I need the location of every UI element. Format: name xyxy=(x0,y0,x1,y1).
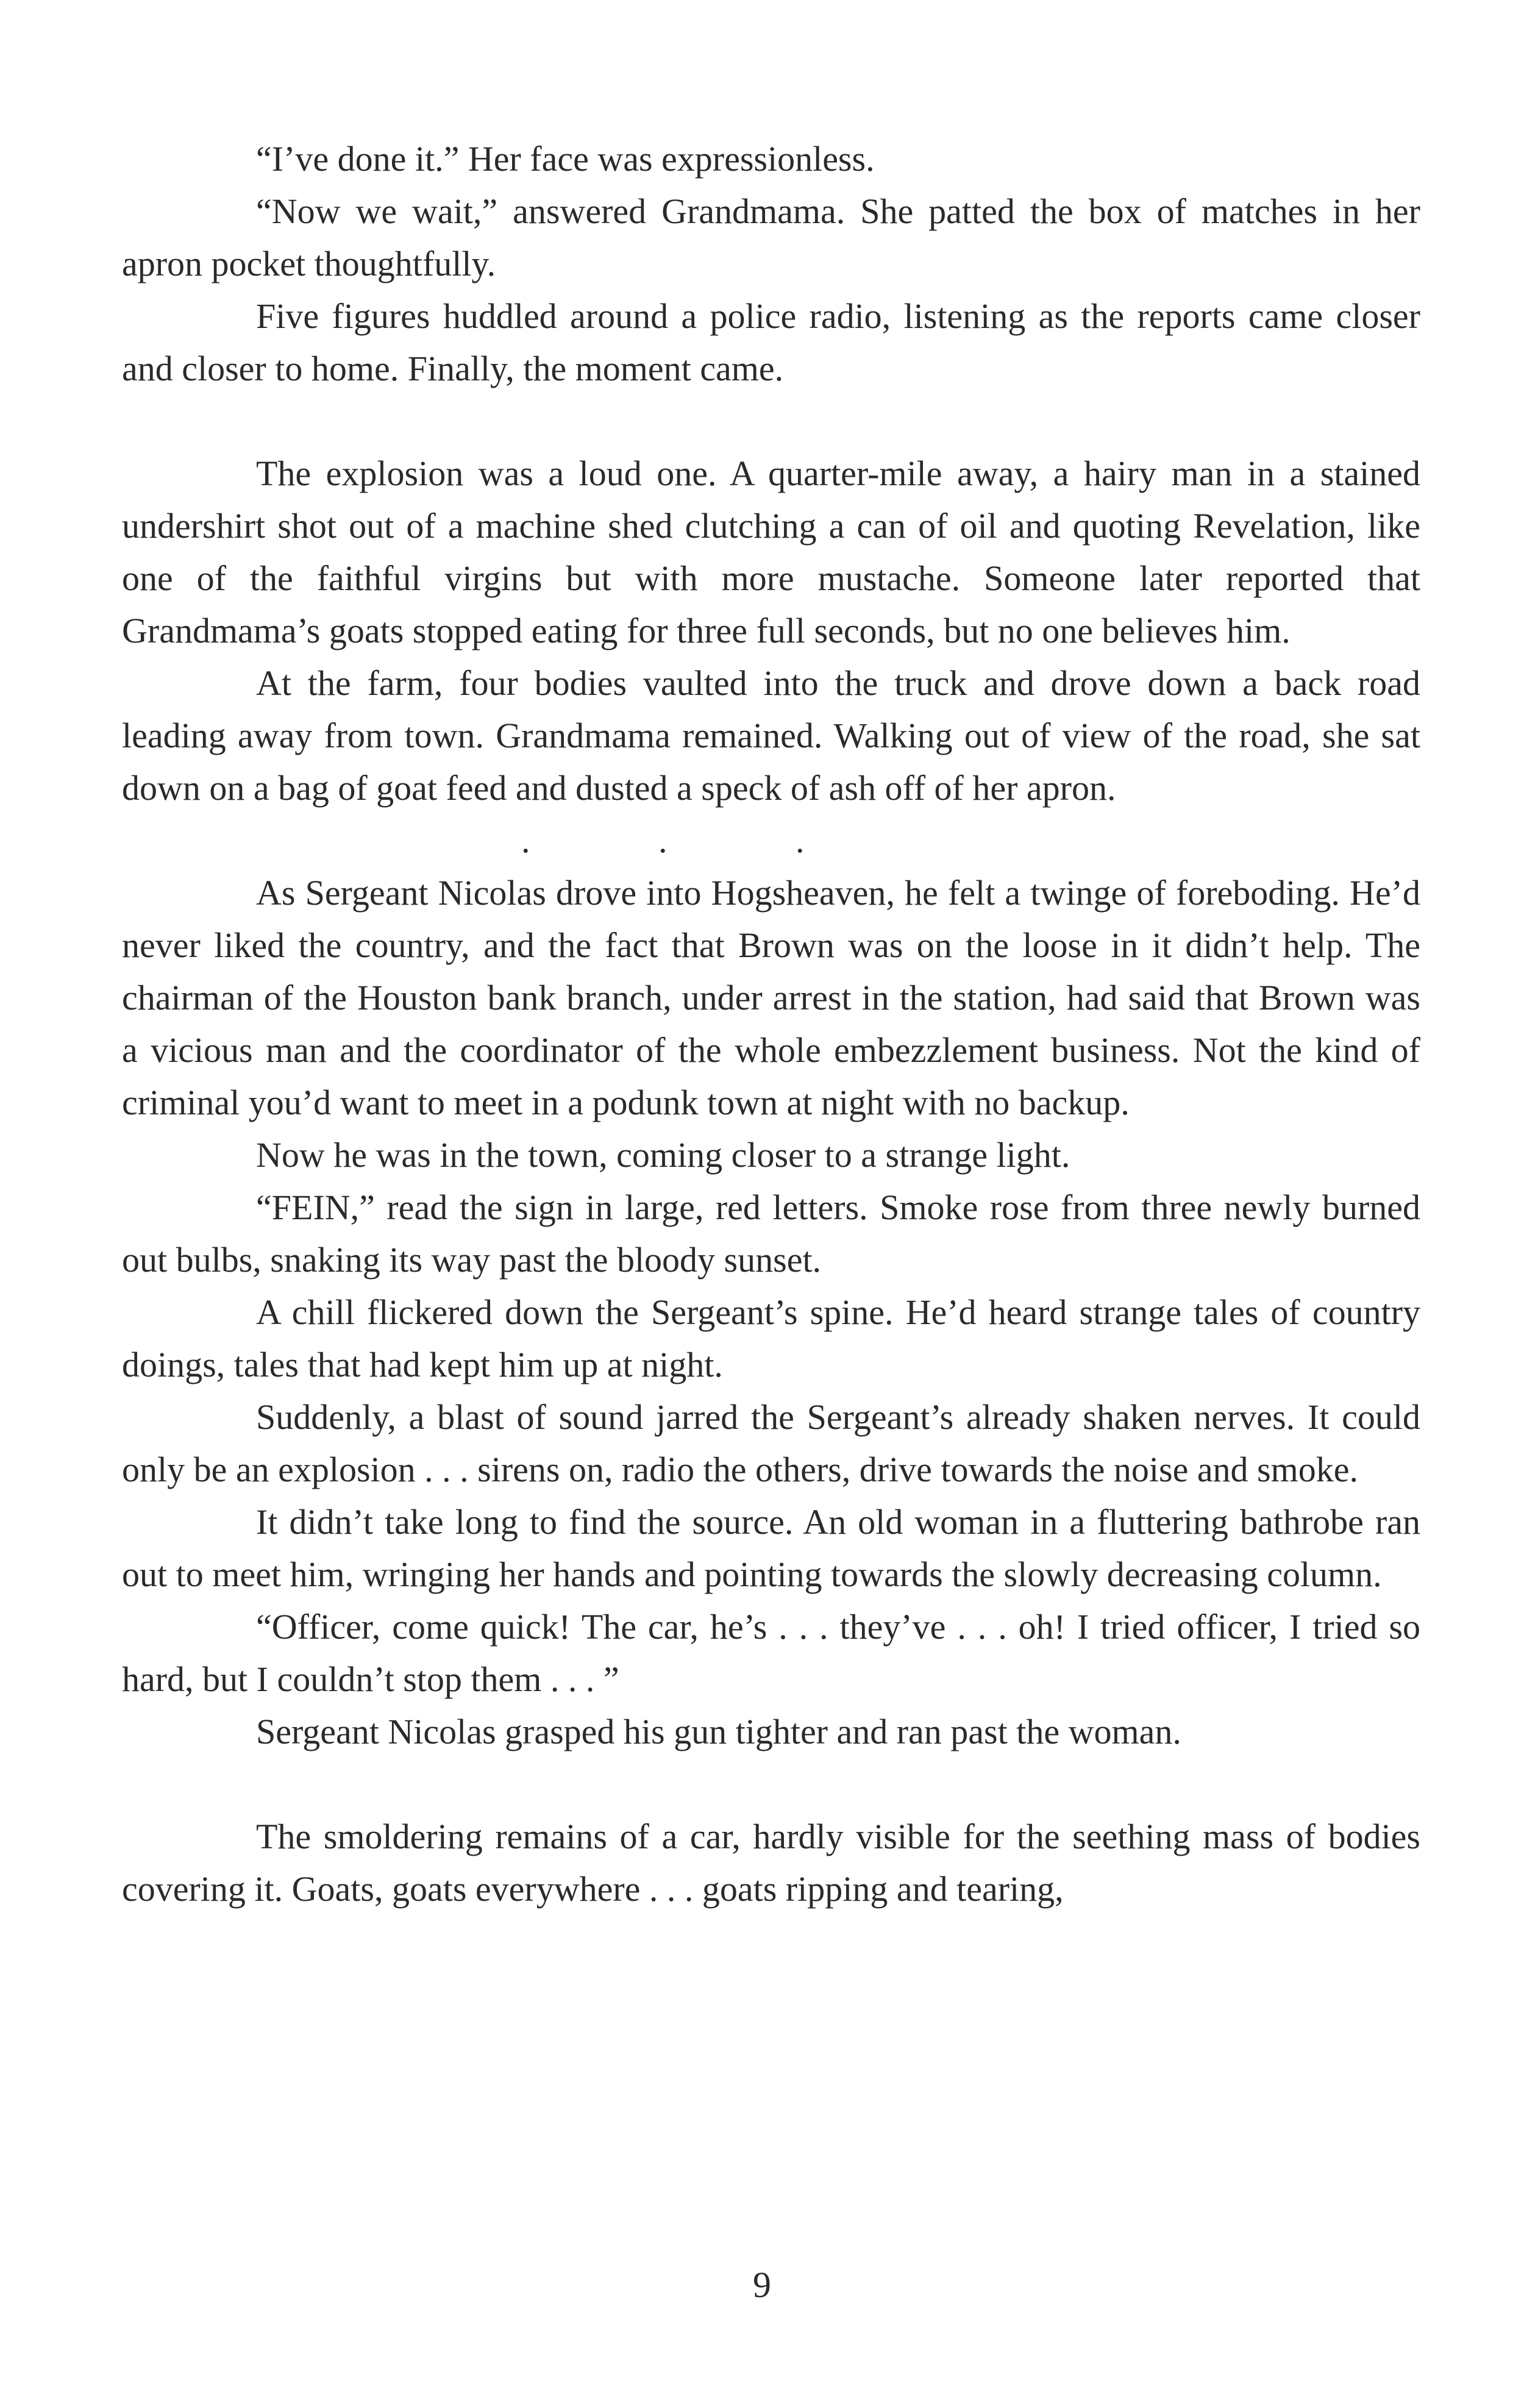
paragraph: A chill flickered down the Sergeant’s spine. He’d heard strange tales of country doings, tales that had kept him up at night. xyxy=(122,1292,1420,1384)
paragraph: Suddenly, a blast of sound jarred the Sergeant’s already shaken nerves. It could only be an explosion . . . sirens on, radio the others, drive towards the noise and smoke. xyxy=(122,1397,1420,1489)
section-break-dot: . xyxy=(658,821,668,860)
paragraph: “FEIN,” read the sign in large, red letters. Smoke rose from three newly burned out bulbs, snaking its way past the bloody sunset. xyxy=(122,1188,1420,1280)
paragraph: The smoldering remains of a car, hardly visible for the seething mass of bodies covering it. Goats, goats everywhere . . . goats ripping and tearing, xyxy=(122,1817,1420,1909)
paragraph: Now he was in the town, coming closer to a strange light. xyxy=(256,1135,1070,1175)
paragraph: “Officer, come quick! The car, he’s . . . they’ve . . . oh! I tried officer, I tried so hard, but I couldn’t stop them . . . ” xyxy=(122,1607,1420,1699)
paragraph: “Now we wait,” answered Grandmama. She patted the box of matches in her apron pocket thoughtfully. xyxy=(122,191,1420,283)
paragraph: As Sergeant Nicolas drove into Hogsheaven, he felt a twinge of foreboding. He’d never liked the country, and the fact that Brown was on the loose in it didn’t help. The chairman of the Houston bank branch, under arrest in the station, had said that Brown was a vicious man and the coordinator of the whole embezzlement business. Not the kind of criminal you’d want to meet in a podunk town at night with no backup. xyxy=(122,873,1420,1122)
paragraph: “I’ve done it.” Her face was expressionless. xyxy=(256,139,875,179)
section-break-dot: . xyxy=(521,821,530,860)
section-break xyxy=(122,814,1420,867)
page-number: 9 xyxy=(753,2265,771,2305)
scene-gap xyxy=(122,1758,1420,1811)
paragraph: The explosion was a loud one. A quarter-mile away, a hairy man in a stained undershirt shot out of a machine shed clutching a can of oil and quoting Revelation, like one of the faithful virgins but with more mustache. Someone later reported that Grandmama’s goats stopped eating for three full seconds, but no one believes him. xyxy=(122,454,1420,650)
paragraph: Sergeant Nicolas grasped his gun tighter and ran past the woman. xyxy=(256,1712,1181,1751)
paragraph: Five figures huddled around a police radio, listening as the reports came closer and closer to home. Finally, the moment came. xyxy=(122,296,1420,388)
paragraph: At the farm, four bodies vaulted into the truck and drove down a back road leading away from town. Grandmama remained. Walking out of view of the road, she sat down on a bag of goat feed and dusted a speck of ash off of her apron. xyxy=(122,663,1420,808)
paragraph: It didn’t take long to find the source. An old woman in a fluttering bathrobe ran out to meet him, wringing her hands and pointing towards the slowly decreasing column. xyxy=(122,1502,1420,1594)
scene-gap xyxy=(122,395,1420,447)
body-text xyxy=(122,133,1420,1915)
section-break-dot: . xyxy=(796,821,805,860)
